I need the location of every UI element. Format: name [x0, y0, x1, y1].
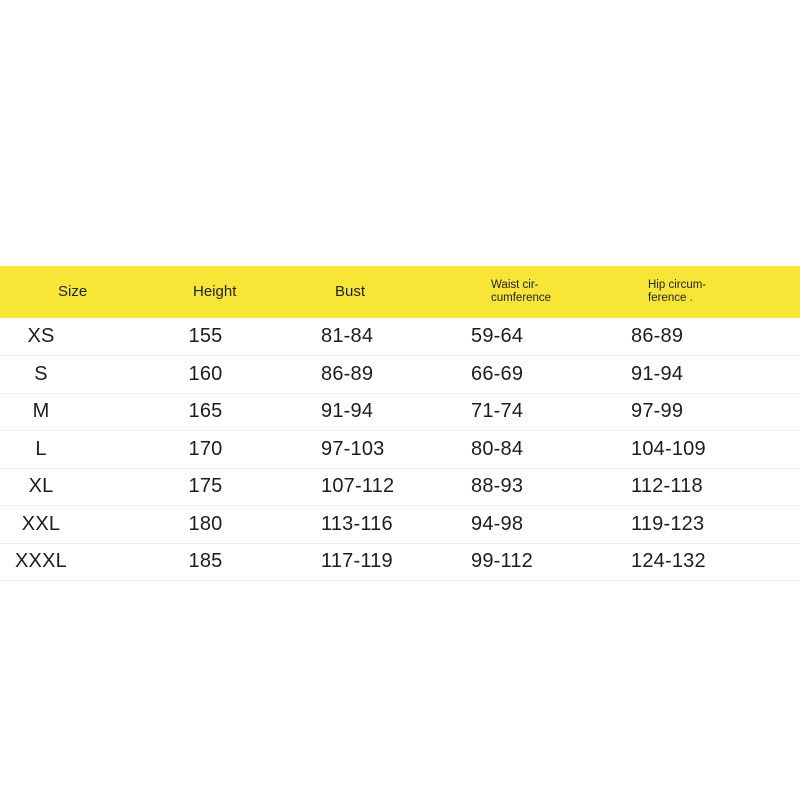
cell-bust: 81-84: [321, 325, 374, 347]
cell-size: XS: [27, 325, 55, 347]
table-row: [0, 318, 800, 356]
column-header-waist: [435, 266, 595, 318]
cell-hip: 124-132: [631, 550, 706, 573]
cell-bust: 91-94: [321, 400, 374, 423]
cell-hip: 91-94: [631, 362, 684, 385]
cell-bust: 113-116: [321, 512, 393, 535]
column-header-waist-label-line2: cumference: [491, 292, 552, 304]
column-header-size: [0, 266, 140, 318]
cell-size: XL: [28, 475, 54, 498]
column-header-bust-label: Bust: [335, 283, 366, 301]
cell-height: 160: [188, 362, 223, 385]
cell-hip: 119-123: [631, 512, 705, 535]
cell-hip: 104-109: [631, 437, 706, 460]
table-header: [0, 266, 800, 318]
cell-waist: 59-64: [471, 325, 524, 347]
table-row: [0, 506, 800, 544]
cell-height: 170: [188, 437, 223, 460]
cell-waist: 88-93: [471, 475, 524, 498]
cell-height: 165: [188, 400, 223, 423]
cell-waist: 66-69: [471, 362, 524, 385]
cell-size: XXL: [21, 512, 61, 535]
size-chart-table: [0, 266, 800, 581]
cell-bust: 107-112: [321, 475, 395, 498]
cell-size: XXXL: [15, 550, 67, 573]
column-header-hip: [595, 266, 800, 318]
table-row: [0, 543, 800, 581]
size-chart: [0, 266, 800, 581]
cell-hip: 86-89: [631, 325, 684, 347]
cell-waist: 71-74: [471, 400, 524, 423]
cell-size: S: [34, 362, 48, 385]
column-header-hip-label-line2: ference .: [648, 292, 693, 304]
cell-hip: 112-118: [631, 475, 703, 498]
cell-bust: 86-89: [321, 362, 374, 385]
table-row: [0, 356, 800, 394]
cell-height: 175: [188, 475, 223, 498]
cell-height: 180: [188, 512, 223, 535]
table-body: [0, 318, 800, 581]
column-header-height: [140, 266, 285, 318]
header-row: [0, 266, 800, 318]
table-row: [0, 468, 800, 506]
cell-bust: 97-103: [321, 437, 385, 460]
cell-height: 185: [188, 550, 223, 573]
cell-size: L: [35, 437, 47, 460]
column-header-hip-label-line1: Hip circum-: [648, 278, 707, 291]
column-header-height-label: Height: [193, 283, 237, 301]
column-header-bust: [285, 266, 435, 318]
cell-height: 155: [188, 325, 223, 347]
column-header-waist-label-line1: Waist cir-: [491, 278, 539, 291]
cell-bust: 117-119: [321, 550, 393, 573]
cell-size: M: [32, 400, 50, 423]
table-row: [0, 431, 800, 469]
cell-waist: 80-84: [471, 437, 524, 460]
table-row: [0, 393, 800, 431]
cell-hip: 97-99: [631, 400, 684, 423]
column-header-size-label: Size: [58, 283, 88, 301]
cell-waist: 99-112: [471, 550, 533, 573]
cell-waist: 94-98: [471, 512, 524, 535]
